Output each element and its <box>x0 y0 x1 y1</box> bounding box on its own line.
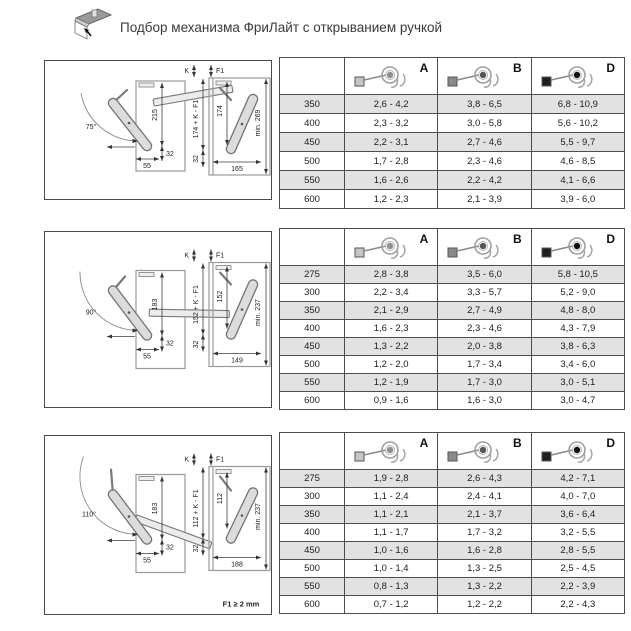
column-letter-b: B <box>512 61 522 75</box>
spring-icon-a <box>353 235 411 261</box>
column-header-a <box>345 229 438 266</box>
dim-angle: 75° <box>85 124 97 131</box>
door-height-cell: 350 <box>280 302 345 320</box>
range-d-cell: 5,6 - 10,2 <box>531 114 624 133</box>
header-row <box>280 229 625 266</box>
spring-icon-b <box>446 439 504 465</box>
range-b-cell: 2,1 - 3,9 <box>438 190 531 209</box>
dim-arm: 174 <box>217 105 224 117</box>
column-letter-a: A <box>419 436 429 450</box>
range-d-cell: 4,1 - 6,6 <box>531 171 624 190</box>
range-d-cell: 2,5 - 4,5 <box>531 560 624 578</box>
range-b-cell: 1,2 - 2,2 <box>438 596 531 614</box>
dim-open-height: 183 <box>152 502 159 515</box>
range-d-cell: 4,0 - 7,0 <box>531 488 624 506</box>
range-d-cell: 2,2 - 4,3 <box>531 596 624 614</box>
range-b-cell: 1,3 - 2,2 <box>438 578 531 596</box>
column-letter-d: D <box>606 232 615 246</box>
range-b-cell: 1,7 - 3,4 <box>438 356 531 374</box>
door-height-cell: 550 <box>280 171 345 190</box>
dim-formula: 112 + K - F1 <box>193 489 200 528</box>
range-b-cell: 2,2 - 4,2 <box>438 171 531 190</box>
dim-min-height: min. 237 <box>255 299 262 326</box>
spring-icon-a <box>353 439 411 465</box>
table-row <box>280 374 625 392</box>
dim-closed-depth: 149 <box>231 357 243 365</box>
range-a-cell: 1,3 - 2,2 <box>345 338 438 356</box>
range-d-cell: 3,6 - 6,4 <box>531 506 624 524</box>
column-header-b <box>438 58 531 95</box>
f1-note: F1 ≥ 2 mm <box>222 599 260 609</box>
table-row <box>280 560 625 578</box>
range-a-cell: 0,7 - 1,2 <box>345 596 438 614</box>
dim-open-offset: 32 <box>166 340 174 348</box>
dim-angle: 90° <box>85 309 97 317</box>
dim-open-height: 215 <box>152 109 159 121</box>
range-d-cell: 3,0 - 5,1 <box>531 374 624 392</box>
range-a-cell: 1,6 - 2,6 <box>345 171 438 190</box>
table-row <box>280 133 625 152</box>
column-header-d <box>531 58 624 95</box>
range-b-cell: 3,3 - 5,7 <box>438 284 531 302</box>
dim-open-height: 183 <box>152 298 159 311</box>
table-row <box>280 284 625 302</box>
table-row <box>280 596 625 614</box>
door-height-cell: 350 <box>280 506 345 524</box>
dim-arm: 112 <box>217 492 224 505</box>
dim-open-depth: 55 <box>143 163 151 170</box>
range-a-cell: 1,2 - 1,9 <box>345 374 438 392</box>
table-row <box>280 524 625 542</box>
range-d-cell: 4,6 - 8,5 <box>531 152 624 171</box>
dim-closed-offset: 32 <box>193 340 200 349</box>
diagram-figure-90 <box>44 231 272 408</box>
range-a-cell: 2,6 - 4,2 <box>345 95 438 114</box>
table-row <box>280 506 625 524</box>
range-a-cell: 2,8 - 3,8 <box>345 266 438 284</box>
table-row <box>280 392 625 410</box>
dim-open-offset: 32 <box>166 544 174 552</box>
door-height-cell: 275 <box>280 266 345 284</box>
range-a-cell: 1,0 - 1,4 <box>345 560 438 578</box>
table-row <box>280 488 625 506</box>
range-a-cell: 2,2 - 3,4 <box>345 284 438 302</box>
dim-open-depth: 55 <box>143 557 151 565</box>
dim-gap-k: K <box>184 68 189 75</box>
table-row <box>280 302 625 320</box>
door-height-cell: 400 <box>280 524 345 542</box>
column-letter-a: A <box>419 61 429 75</box>
spring-icon-d <box>540 439 598 465</box>
door-height-cell: 500 <box>280 356 345 374</box>
spec-table-90 <box>279 228 625 410</box>
spec-table-110 <box>279 432 625 614</box>
diagram-figure-75 <box>44 60 272 200</box>
door-height-cell: 600 <box>280 392 345 410</box>
door-height-cell: 550 <box>280 578 345 596</box>
table-row <box>280 470 625 488</box>
range-d-cell: 4,8 - 8,0 <box>531 302 624 320</box>
corner-cell <box>280 433 345 470</box>
range-a-cell: 1,2 - 2,3 <box>345 190 438 209</box>
dim-gap-f1: F1 <box>216 252 225 260</box>
table-row <box>280 356 625 374</box>
range-b-cell: 2,3 - 4,6 <box>438 320 531 338</box>
dim-formula: 152 + K - F1 <box>193 285 200 324</box>
mechanism-diagram-110 <box>45 436 271 614</box>
range-b-cell: 1,3 - 2,5 <box>438 560 531 578</box>
dim-gap-f1: F1 <box>216 68 225 75</box>
range-d-cell: 4,2 - 7,1 <box>531 470 624 488</box>
range-d-cell: 3,9 - 6,0 <box>531 190 624 209</box>
door-height-cell: 450 <box>280 338 345 356</box>
table-row <box>280 338 625 356</box>
range-b-cell: 1,7 - 3,0 <box>438 374 531 392</box>
range-b-cell: 3,8 - 6,5 <box>438 95 531 114</box>
range-b-cell: 1,6 - 2,8 <box>438 542 531 560</box>
range-a-cell: 1,1 - 2,4 <box>345 488 438 506</box>
range-b-cell: 3,0 - 5,8 <box>438 114 531 133</box>
dim-closed-depth: 165 <box>231 166 243 173</box>
spring-icon-b <box>446 64 504 90</box>
dim-min-height: min. 237 <box>255 503 262 530</box>
dim-gap-k: K <box>184 456 189 464</box>
range-b-cell: 3,5 - 6,0 <box>438 266 531 284</box>
door-height-cell: 350 <box>280 95 345 114</box>
door-height-cell: 450 <box>280 133 345 152</box>
table-row <box>280 578 625 596</box>
column-letter-a: A <box>419 232 429 246</box>
column-header-a <box>345 433 438 470</box>
door-height-cell: 600 <box>280 190 345 209</box>
spring-icon-b <box>446 235 504 261</box>
column-letter-d: D <box>606 61 615 75</box>
range-a-cell: 2,1 - 2,9 <box>345 302 438 320</box>
range-a-cell: 1,6 - 2,3 <box>345 320 438 338</box>
range-a-cell: 1,0 - 1,6 <box>345 542 438 560</box>
range-d-cell: 3,0 - 4,7 <box>531 392 624 410</box>
spec-table-75 <box>279 57 625 209</box>
table-row <box>280 542 625 560</box>
table-row <box>280 320 625 338</box>
table-row <box>280 190 625 209</box>
range-b-cell: 1,6 - 3,0 <box>438 392 531 410</box>
table-row <box>280 266 625 284</box>
range-d-cell: 3,8 - 6,3 <box>531 338 624 356</box>
range-a-cell: 2,3 - 3,2 <box>345 114 438 133</box>
range-b-cell: 2,7 - 4,6 <box>438 133 531 152</box>
door-height-cell: 500 <box>280 560 345 578</box>
range-d-cell: 5,5 - 9,7 <box>531 133 624 152</box>
range-a-cell: 0,8 - 1,3 <box>345 578 438 596</box>
door-height-cell: 600 <box>280 596 345 614</box>
dim-arm: 152 <box>217 290 224 303</box>
door-height-cell: 500 <box>280 152 345 171</box>
range-a-cell: 1,2 - 2,0 <box>345 356 438 374</box>
header-row <box>280 58 625 95</box>
range-d-cell: 6,8 - 10,9 <box>531 95 624 114</box>
range-d-cell: 4,3 - 7,9 <box>531 320 624 338</box>
range-a-cell: 1,7 - 2,8 <box>345 152 438 171</box>
range-a-cell: 1,1 - 1,7 <box>345 524 438 542</box>
door-height-cell: 300 <box>280 488 345 506</box>
door-height-cell: 400 <box>280 114 345 133</box>
spring-icon-d <box>540 64 598 90</box>
door-height-cell: 550 <box>280 374 345 392</box>
dim-closed-offset: 32 <box>193 155 200 163</box>
range-b-cell: 1,7 - 3,2 <box>438 524 531 542</box>
header-row <box>280 433 625 470</box>
dim-gap-k: K <box>184 252 189 260</box>
column-letter-b: B <box>512 232 522 246</box>
range-b-cell: 2,4 - 4,1 <box>438 488 531 506</box>
corner-cell <box>280 58 345 95</box>
dim-open-offset: 32 <box>166 151 174 158</box>
column-header-b <box>438 229 531 266</box>
column-header-b <box>438 433 531 470</box>
range-a-cell: 2,2 - 3,1 <box>345 133 438 152</box>
dim-gap-f1: F1 <box>216 456 225 464</box>
range-d-cell: 5,8 - 10,5 <box>531 266 624 284</box>
corner-cell <box>280 229 345 266</box>
range-b-cell: 2,0 - 3,8 <box>438 338 531 356</box>
range-d-cell: 3,2 - 5,5 <box>531 524 624 542</box>
range-b-cell: 2,1 - 3,7 <box>438 506 531 524</box>
dim-open-depth: 55 <box>143 353 151 361</box>
dim-angle: 110° <box>82 511 96 519</box>
mechanism-diagram-75 <box>45 61 271 199</box>
range-d-cell: 2,2 - 3,9 <box>531 578 624 596</box>
dim-min-height: min. 269 <box>255 109 262 137</box>
page-title: Подбор механизма ФриЛайт с открыванием ручкой <box>120 20 443 35</box>
dim-closed-offset: 32 <box>193 544 200 553</box>
table-row <box>280 171 625 190</box>
table-row <box>280 114 625 133</box>
column-header-d <box>531 433 624 470</box>
dim-formula: 174 + K - F1 <box>193 99 200 139</box>
range-d-cell: 5,2 - 9,0 <box>531 284 624 302</box>
range-d-cell: 2,8 - 5,5 <box>531 542 624 560</box>
mechanism-diagram-90 <box>45 232 271 407</box>
column-letter-d: D <box>606 436 615 450</box>
column-header-d <box>531 229 624 266</box>
range-a-cell: 0,9 - 1,6 <box>345 392 438 410</box>
range-d-cell: 3,4 - 6,0 <box>531 356 624 374</box>
column-header-a <box>345 58 438 95</box>
range-b-cell: 2,6 - 4,3 <box>438 470 531 488</box>
door-height-cell: 400 <box>280 320 345 338</box>
door-height-cell: 275 <box>280 470 345 488</box>
diagram-figure-110 <box>44 435 272 615</box>
door-height-cell: 450 <box>280 542 345 560</box>
flap-cabinet-icon <box>70 5 116 43</box>
table-row <box>280 95 625 114</box>
range-a-cell: 1,9 - 2,8 <box>345 470 438 488</box>
range-b-cell: 2,3 - 4,6 <box>438 152 531 171</box>
table-row <box>280 152 625 171</box>
door-height-cell: 300 <box>280 284 345 302</box>
range-b-cell: 2,7 - 4,9 <box>438 302 531 320</box>
range-a-cell: 1,1 - 2,1 <box>345 506 438 524</box>
dim-closed-depth: 188 <box>231 561 243 569</box>
column-letter-b: B <box>512 436 522 450</box>
spring-icon-a <box>353 64 411 90</box>
spring-icon-d <box>540 235 598 261</box>
